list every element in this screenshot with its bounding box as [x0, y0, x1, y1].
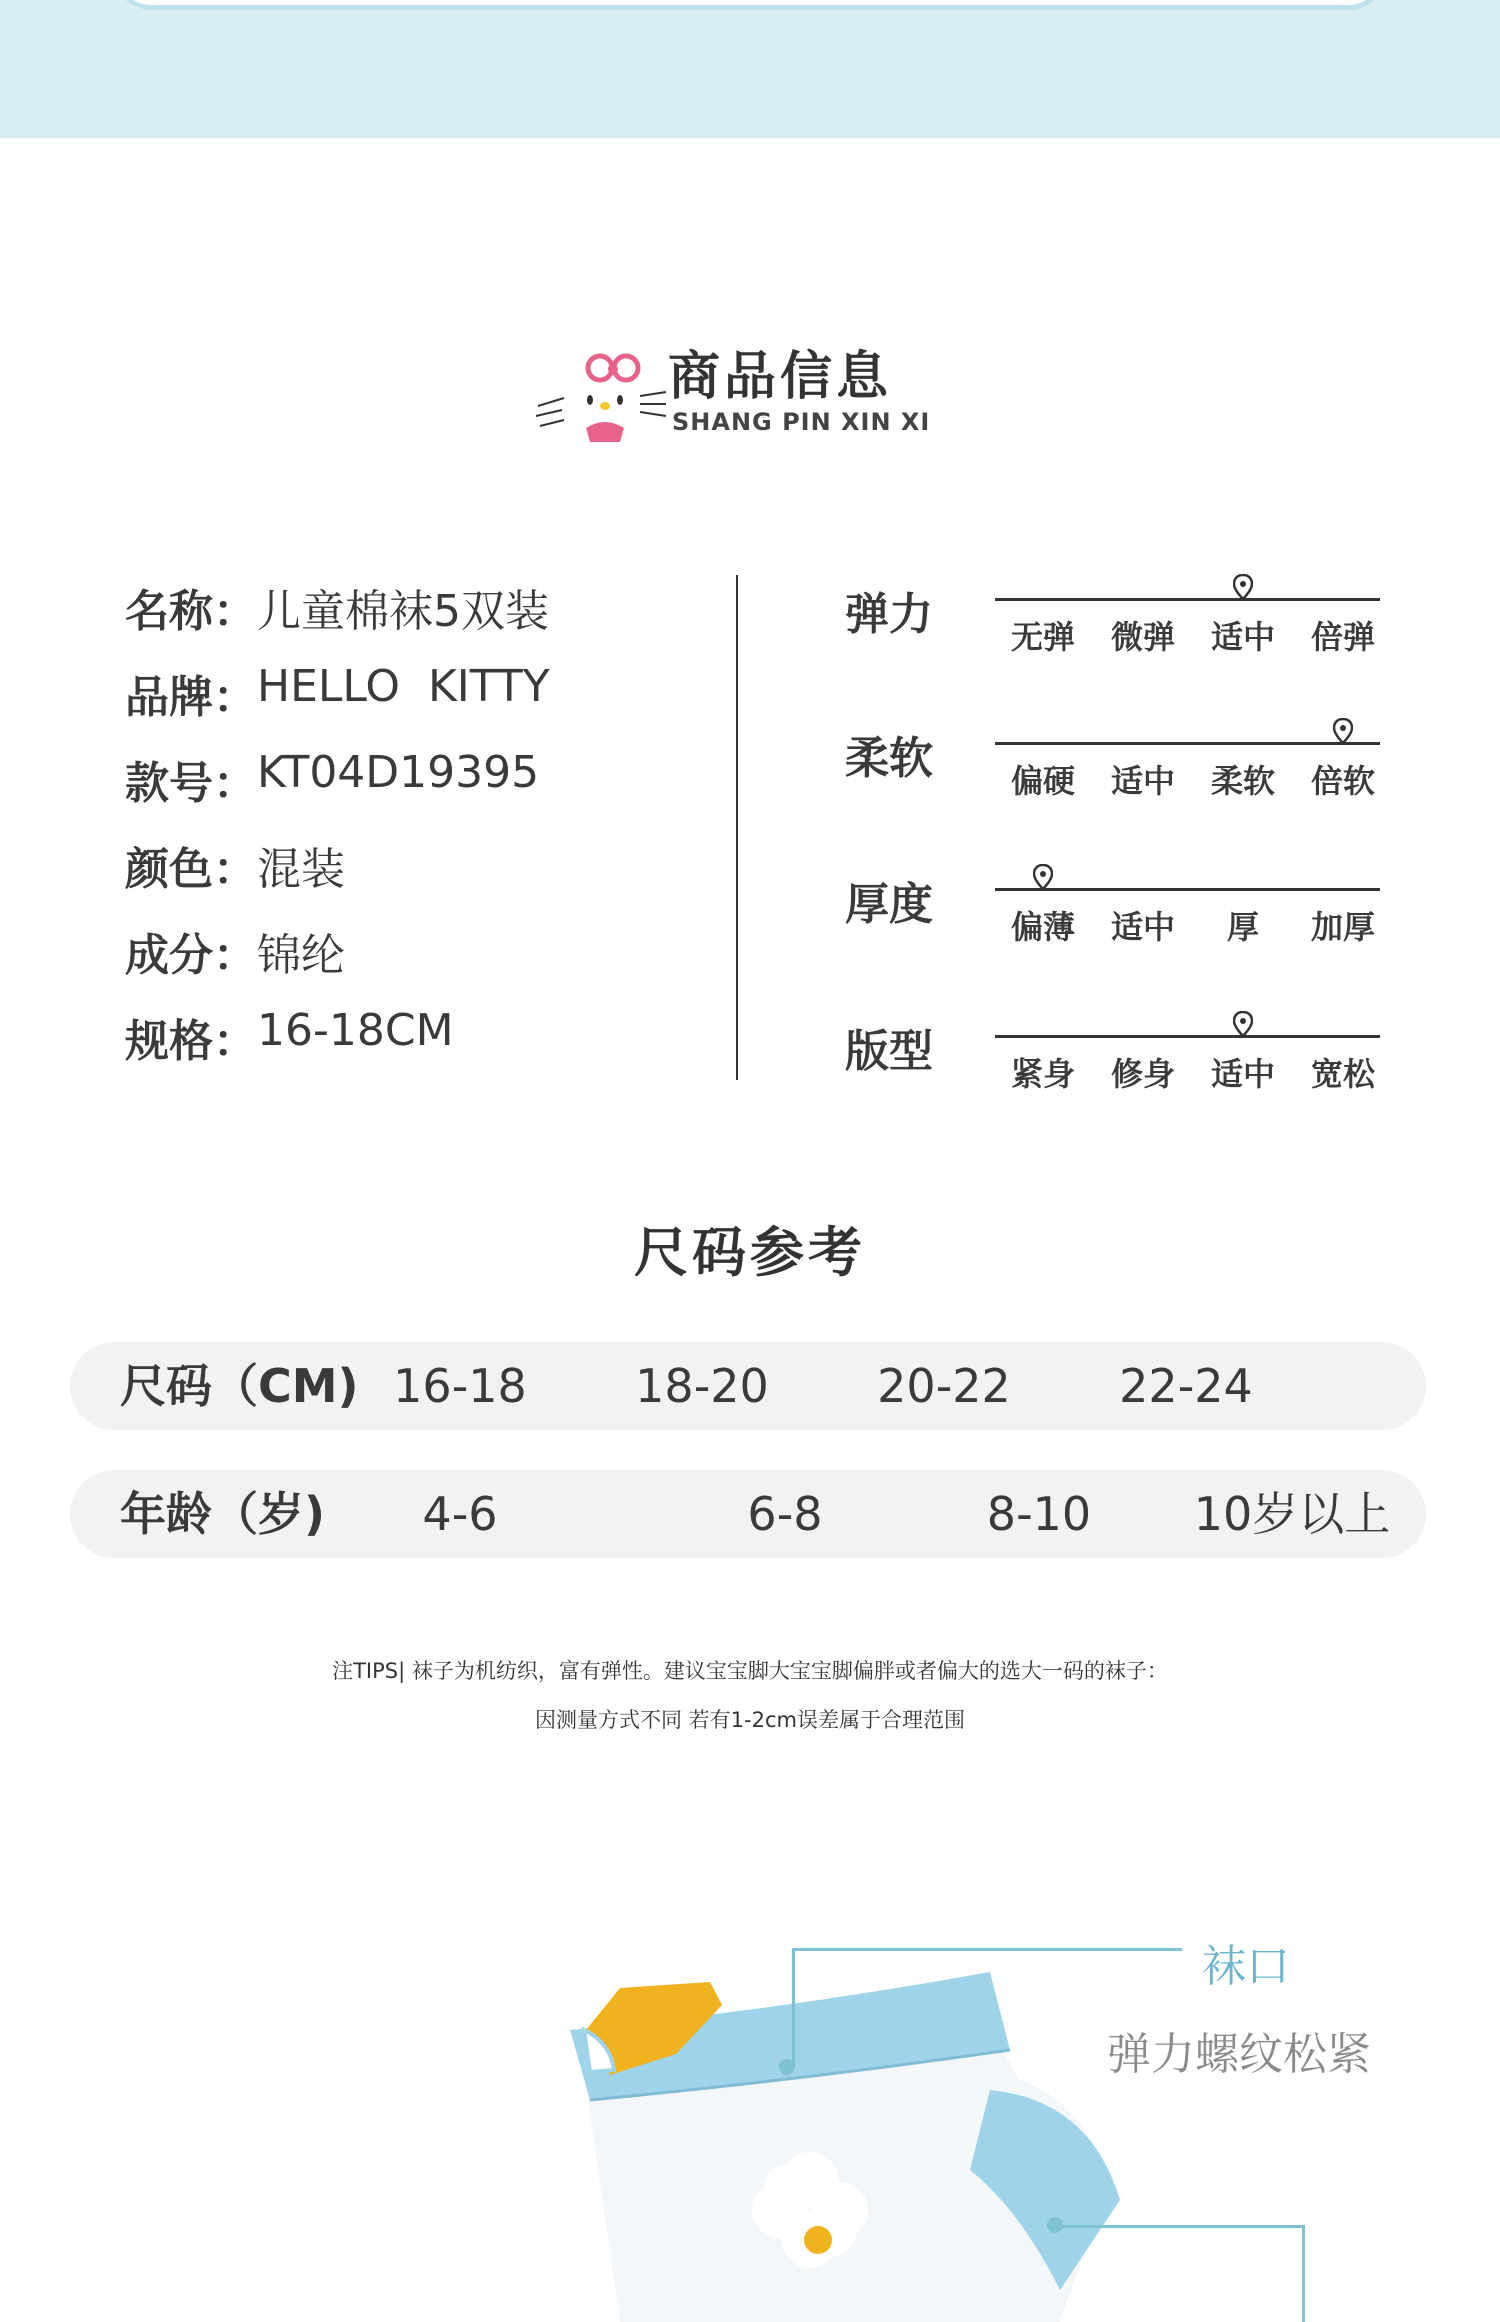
info-label: 规格： [125, 1016, 257, 1067]
info-value: HELLO KITTY [257, 661, 550, 712]
scale-option: 无弹 [1010, 618, 1075, 656]
attr-name: 柔软 [845, 733, 933, 784]
size-note-line2: 因测量方式不同 若有1-2cm误差属于合理范围 [535, 1708, 965, 1732]
attr-scale [995, 732, 1380, 812]
size-chart-title: 尺码参考 [634, 1221, 866, 1284]
scale-marker-pin-icon [1233, 1011, 1253, 1037]
attr-scale [995, 878, 1380, 958]
info-row-spec [125, 1005, 725, 1091]
attr-name: 版型 [845, 1026, 933, 1077]
scale-option: 倍弹 [1310, 618, 1375, 656]
scale-option: 适中 [1110, 908, 1175, 946]
scale-option: 柔软 [1210, 762, 1275, 800]
section-header [530, 328, 950, 448]
scale-marker-pin-icon [1333, 718, 1353, 744]
product-info-list [125, 575, 725, 1091]
size-cell: 10岁以上 [1193, 1487, 1391, 1541]
scale-option: 适中 [1110, 762, 1175, 800]
scale-option: 倍软 [1310, 762, 1375, 800]
scale-option: 宽松 [1310, 1055, 1375, 1093]
info-value: 16-18CM [257, 1005, 454, 1056]
scale-option: 加厚 [1310, 908, 1375, 946]
size-row-header: 年龄（岁) [120, 1487, 326, 1541]
attr-scale [995, 588, 1380, 668]
info-label: 成分： [125, 930, 257, 981]
scale-option: 修身 [1110, 1055, 1175, 1093]
attr-scale [995, 1025, 1380, 1105]
size-cell: 22-24 [1119, 1359, 1253, 1413]
attr-fit [845, 1015, 1385, 1115]
scale-marker-pin-icon [1033, 864, 1053, 890]
size-cell: 8-10 [986, 1487, 1092, 1541]
size-row-size [70, 1342, 1426, 1430]
top-banner-band [0, 0, 1500, 138]
callout-line-heel-vertical [1302, 2225, 1305, 2322]
info-row-material [125, 919, 725, 1005]
callout-subtitle: 弹力螺纹松紧 [1107, 2029, 1371, 2080]
section-title-en: SHANG PIN XIN XI [672, 408, 931, 436]
scale-marker-pin-icon [1233, 574, 1253, 600]
callout-line-heel [1062, 2225, 1302, 2228]
info-row-color [125, 833, 725, 919]
size-cell: 20-22 [877, 1359, 1011, 1413]
size-cell: 4-6 [422, 1487, 498, 1541]
attr-softness [845, 722, 1385, 822]
attr-elasticity [845, 578, 1385, 678]
info-label: 款号： [125, 758, 257, 809]
attr-thickness [845, 868, 1385, 968]
info-value: 锦纶 [257, 930, 345, 981]
info-row-brand [125, 661, 725, 747]
attr-name: 弹力 [845, 589, 933, 640]
scale-line [995, 742, 1380, 745]
size-cell: 6-8 [747, 1487, 823, 1541]
info-label: 名称： [125, 586, 257, 637]
info-row-model [125, 747, 725, 833]
info-label: 品牌： [125, 672, 257, 723]
scale-option: 微弹 [1110, 618, 1175, 656]
info-value: 儿童棉袜5双装 [257, 586, 549, 637]
info-value: 混装 [257, 844, 345, 895]
scale-option: 适中 [1210, 1055, 1275, 1093]
info-divider [736, 575, 738, 1080]
scale-option: 偏硬 [1010, 762, 1075, 800]
size-cell: 16-18 [393, 1359, 527, 1413]
scale-line [995, 1035, 1380, 1038]
hello-kitty-icon [530, 338, 670, 448]
callout-line-vertical [792, 1948, 795, 2068]
info-label: 颜色： [125, 844, 257, 895]
sock-image [550, 1950, 1150, 2322]
size-row-age [70, 1470, 1426, 1558]
scale-option: 紧身 [1010, 1055, 1075, 1093]
size-cell: 18-20 [635, 1359, 769, 1413]
top-banner-frame [112, 0, 1388, 10]
info-value: KT04D19395 [257, 747, 540, 798]
callout-line-horizontal [792, 1948, 1182, 1951]
scale-option: 偏薄 [1010, 908, 1075, 946]
size-row-header: 尺码（CM) [120, 1359, 359, 1413]
scale-line [995, 598, 1380, 601]
section-title-cn: 商品信息 [668, 347, 893, 407]
info-row-name [125, 575, 725, 661]
scale-option: 厚 [1226, 908, 1259, 946]
scale-option: 适中 [1210, 618, 1275, 656]
size-note-line1: 注TIPS| 袜子为机纺织，富有弹性。建议宝宝脚大宝宝脚偏胖或者偏大的选大一码的袜子： [332, 1659, 1168, 1683]
callout-title: 袜口 [1202, 1941, 1290, 1992]
attr-name: 厚度 [845, 879, 933, 930]
